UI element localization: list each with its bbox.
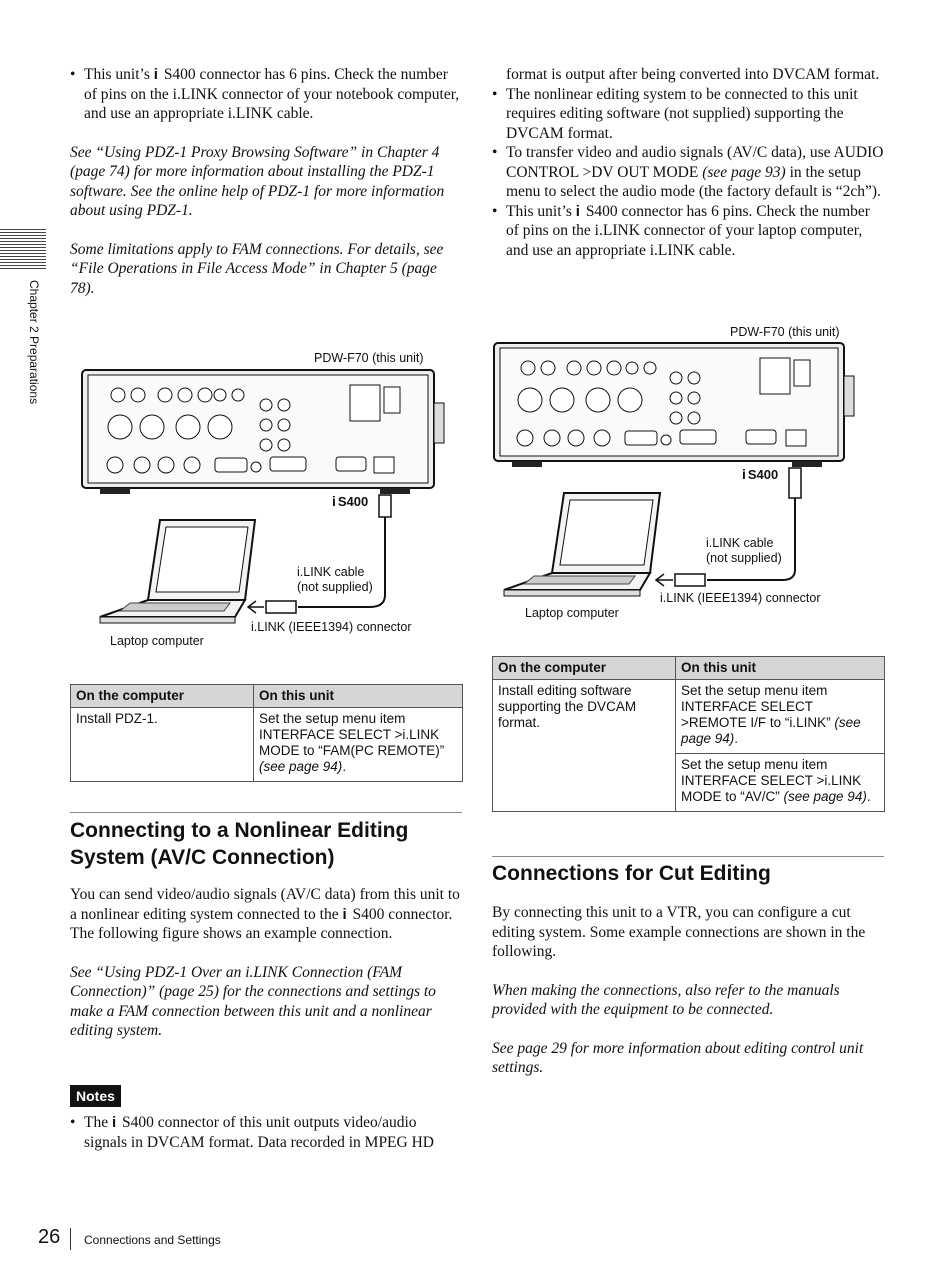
avc-settings-table — [492, 656, 885, 812]
page-number: 26 — [38, 1226, 61, 1248]
avc-connection-diagram — [492, 318, 892, 628]
chapter-tab-lines — [0, 229, 46, 271]
table-cell: Set the setup menu item INTERFACE SELECT >i.LINK MODE to “AV/C” (see page 94). — [676, 754, 885, 812]
cable-label-note: (not supplied) — [297, 580, 373, 594]
manuals-note: When making the connections, also refer to the manuals provided with the equipment to be connected. — [492, 981, 840, 1018]
avc-section-body — [70, 885, 462, 1041]
avc-intro: You can send video/audio signals (AV/C data) from this unit to a nonlinear editing system connected to the i S400 connector. — [70, 886, 460, 923]
note-continued: format is output after being converted into DVCAM format. — [506, 66, 880, 83]
note-dvcam-output: • The i S400 connector of this unit outputs video/audio signals in DVCAM format. Data recorded in MPEG HD — [70, 1113, 462, 1152]
table-header-unit: On this unit — [254, 685, 463, 708]
pdz1-fam-reference: See “Using PDZ-1 Over an i.LINK Connection (FAM Connection)” (page 25) for the connections and settings to make a FAM connection between this unit and a nonlinear editing system. — [70, 963, 436, 1039]
editing-control-reference: See page 29 for more information about editing control unit settings. — [492, 1039, 864, 1076]
table-cell: Set the setup menu item INTERFACE SELECT >i.LINK MODE to “FAM(PC REMOTE)” (see page 94). — [254, 708, 463, 782]
ilink-icon: i — [111, 1114, 117, 1131]
section-heading-avc: Connecting to a Nonlinear Editing System (AV/C Connection) — [70, 819, 409, 869]
cut-editing-intro: By connecting this unit to a VTR, you can configure a cut editing system. Some example connections are shown in the following. — [492, 904, 866, 960]
fam-connection-diagram — [70, 345, 470, 655]
table-row — [493, 680, 885, 754]
avc-figure-intro: The following figure shows an example connection. — [70, 925, 393, 942]
unit-label: PDW-F70 (this unit) — [314, 351, 424, 365]
ilink-icon: i — [575, 202, 580, 220]
unit-label: PDW-F70 (this unit) — [730, 325, 840, 339]
ilink-icon: i — [153, 66, 158, 83]
section-divider — [492, 856, 884, 857]
footer-divider — [70, 1228, 71, 1250]
ilink-icon: i — [332, 493, 336, 509]
fam-limitations-note: Some limitations apply to FAM connections. For details, see “File Operations in File Access Mode” in Chapter 5 (page 78). — [70, 240, 444, 297]
cut-editing-body — [492, 903, 884, 1078]
fam-settings-table — [70, 684, 463, 782]
note-audio-mode: • To transfer video and audio signals (AV/C data), use AUDIO CONTROL >DV OUT MODE (see page 93) in the setup menu to select the audio mode (the factory default is “2ch”). — [492, 143, 884, 202]
bullet-pin-count: • This unit’s i S400 connector has 6 pins. Check the number of pins on the i.LINK connector of your notebook computer, and use an appropriate i.LINK cable. — [70, 65, 462, 124]
table-cell: Install editing software supporting the DVCAM format. — [493, 680, 676, 812]
laptop-label: Laptop computer — [110, 634, 204, 648]
right-column-top — [492, 65, 884, 260]
notes-list — [70, 1113, 462, 1152]
ilink-icon: i — [742, 466, 746, 482]
cable-label-note: (not supplied) — [706, 551, 782, 565]
pdz1-reference: See “Using PDZ-1 Proxy Browsing Software” in Chapter 4 (page 74) for more information about installing the PDZ-1 software. See the online help of PDZ-1 for more information about using PDZ-1. — [70, 143, 445, 219]
connection-illustration — [70, 345, 470, 655]
section-heading-cut-editing: Connections for Cut Editing — [492, 862, 771, 885]
left-column-top — [70, 65, 462, 298]
connection-illustration — [492, 318, 892, 628]
cable-label: i.LINK cable — [706, 536, 774, 550]
table-cell: Set the setup menu item INTERFACE SELECT >REMOTE I/F to “i.LINK” (see page 94). — [676, 680, 885, 754]
s400-port-label: i S400 — [742, 466, 779, 482]
note-editing-software: • The nonlinear editing system to be connected to this unit requires editing software (not supplied) supporting the DVCAM format. — [492, 85, 884, 144]
table-header-computer: On the computer — [493, 657, 676, 680]
table-row — [71, 708, 463, 782]
table-cell: Install PDZ-1. — [71, 708, 254, 782]
footer-section: Connections and Settings — [84, 1233, 221, 1247]
note-pin-count: • This unit’s i S400 connector has 6 pins. Check the number of pins on the i.LINK connector of your laptop computer, and use an appropriate i.LINK cable. — [492, 202, 884, 261]
cable-label: i.LINK cable — [297, 565, 365, 579]
connector-label: i.LINK (IEEE1394) connector — [660, 591, 821, 605]
table-header-unit: On this unit — [676, 657, 885, 680]
laptop-label: Laptop computer — [525, 606, 619, 620]
s400-port-label: i S400 — [332, 493, 369, 509]
notes-label: Notes — [70, 1085, 121, 1107]
connector-label: i.LINK (IEEE1394) connector — [251, 620, 412, 634]
section-divider — [70, 812, 462, 813]
ilink-icon: i — [342, 905, 347, 923]
table-header-computer: On the computer — [71, 685, 254, 708]
chapter-tab-label: Chapter 2 Preparations — [27, 280, 41, 405]
